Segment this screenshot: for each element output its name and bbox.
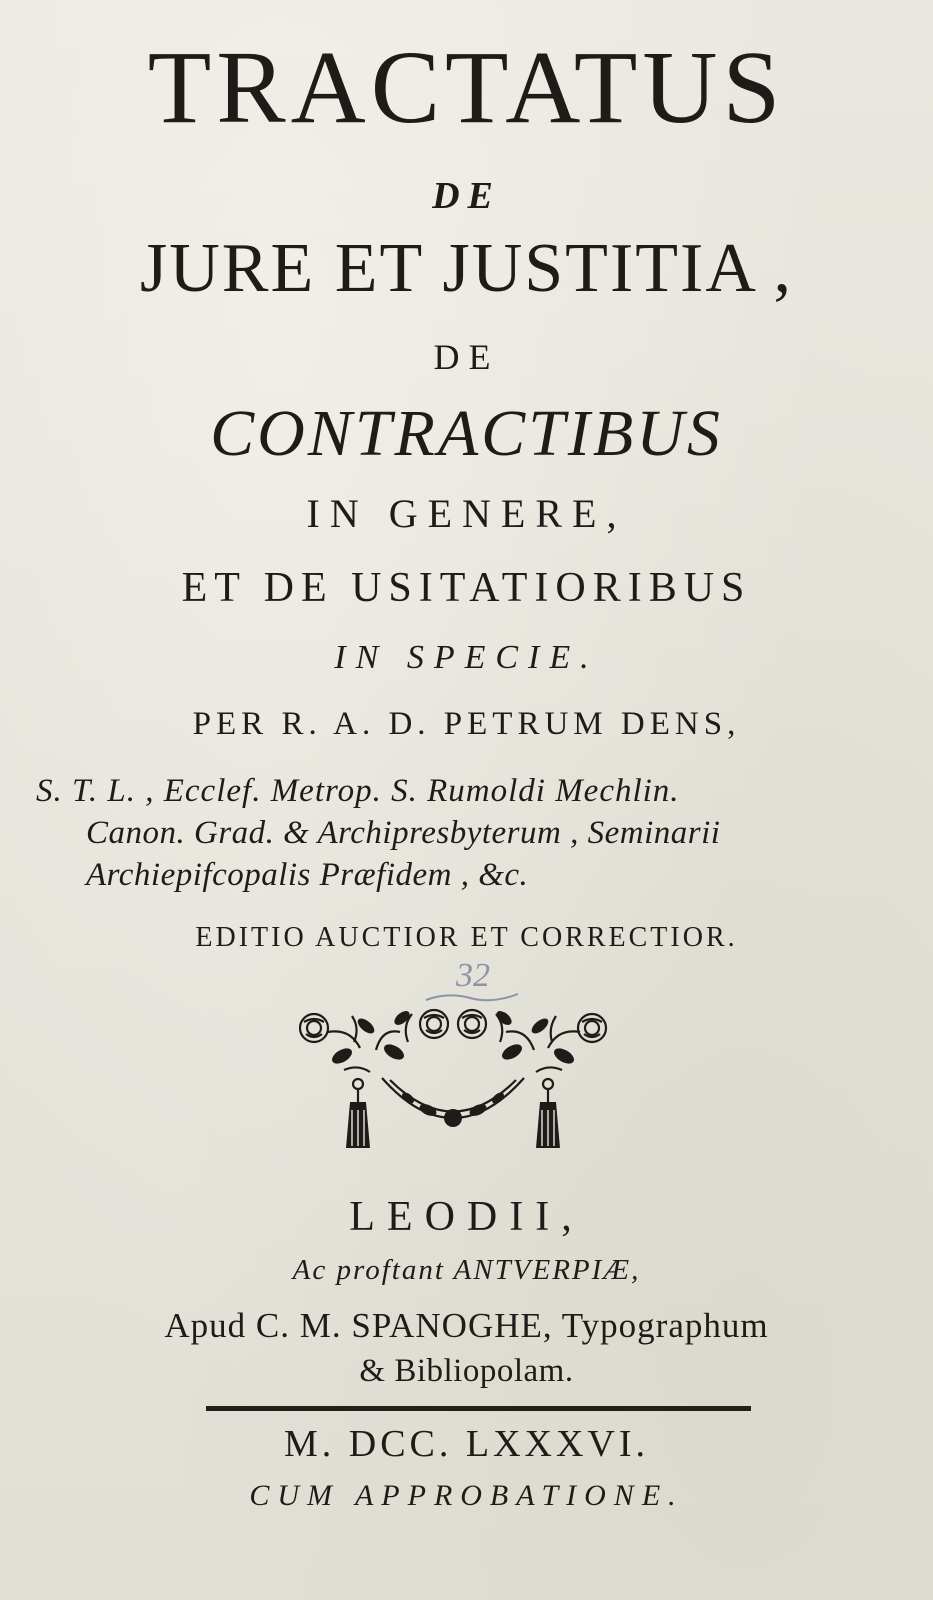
author-credentials-line-1: S. T. L. , Ecclef. Metrop. S. Rumoldi Mechlin. [36,773,680,809]
floral-garland-ornament [290,998,620,1158]
book-title: TRACTATUS [147,30,786,145]
pencil-mark-number: 32 [456,957,490,994]
subtitle-jure-et-justitia: JURE ET JUSTITIA , [139,230,794,307]
subtitle-in-specie: IN SPECIE. [334,639,599,676]
imprint-printer: Apud C. M. SPANOGHE, Typographum [164,1306,769,1345]
author-credentials-line-3: Archiepifcopalis Præfidem , &c. [86,857,529,893]
subtitle-de-first: DE [432,175,501,217]
imprint-prostant: Ac proftant ANTVERPIÆ, [292,1254,641,1286]
imprint-city: LEODII, [349,1194,584,1240]
edition-statement: EDITIO AUCTIOR ET CORRECTIOR. [195,922,738,953]
subtitle-usitatioribus: ET DE USITATIORIBUS [181,565,752,611]
subtitle-de-second: DE [433,337,500,377]
subtitle-contractibus: CONTRACTIBUS [210,397,723,470]
imprint-year: M. DCC. LXXXVI. [283,1423,650,1465]
imprint-approval: CUM APPROBATIONE. [249,1479,684,1512]
author-credentials-line-2: Canon. Grad. & Archipresbyterum , Seminarii [86,815,721,851]
imprint-bookseller: & Bibliopolam. [359,1353,574,1389]
author-line: PER R. A. D. PETRUM DENS, [192,706,741,742]
imprint-rule-divider [206,1406,751,1411]
subtitle-in-genere: IN GENERE, [306,491,627,536]
